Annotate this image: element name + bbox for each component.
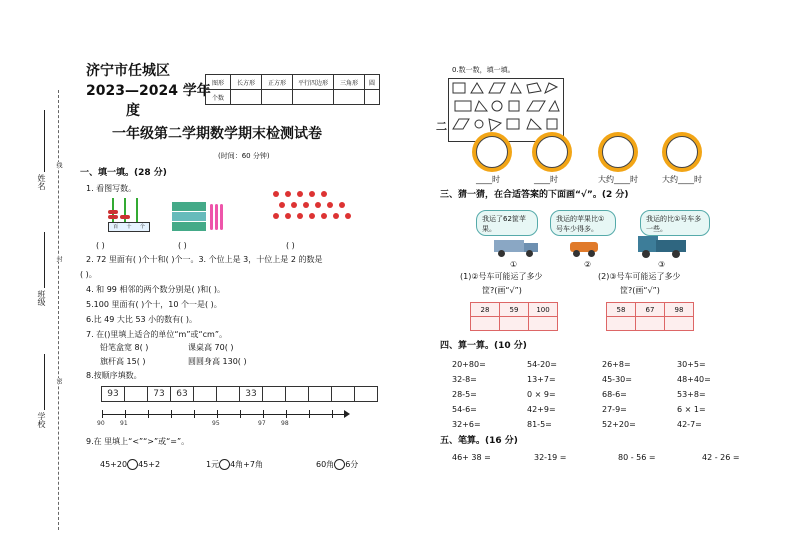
q1-answer-blank[interactable]: ( ) xyxy=(96,241,105,250)
abacus-label: 个 xyxy=(139,224,145,230)
vertical-calc-row xyxy=(452,453,762,462)
q9-left: 1元 xyxy=(206,460,220,469)
q3-1-text-cont: 筐?(画“√”) xyxy=(482,286,522,295)
abacus-label: 百 xyxy=(113,224,119,230)
sequence-box[interactable] xyxy=(285,386,309,402)
q7-item[interactable]: 课桌高 70( ) xyxy=(188,343,234,352)
q7-item[interactable]: 旗杆高 15( ) xyxy=(100,357,146,366)
vertical-calc-item[interactable]: 46+ 38 = xyxy=(452,453,491,462)
class-label: 班级 xyxy=(37,290,46,306)
q8-text: 8.按顺序填数。 xyxy=(86,371,142,380)
q9-item-1 xyxy=(100,459,160,470)
calc-item[interactable]: 42-7= xyxy=(677,420,702,429)
q2-text-cont: ( )。 xyxy=(80,270,97,279)
truck-3-image xyxy=(638,232,688,258)
q1-answer-blank[interactable]: ( ) xyxy=(286,241,295,250)
clock-icon xyxy=(532,132,572,172)
calc-item[interactable]: 27-9= xyxy=(602,405,627,414)
shape-count-table xyxy=(205,74,380,105)
q4-text: 4. 和 99 相邻的两个数分别是( )和( )。 xyxy=(86,285,226,294)
q9-text xyxy=(86,437,189,447)
options-table-2 xyxy=(606,302,694,331)
pushpins-image xyxy=(268,188,358,232)
section3-title: 三、猜一猜，在合适答案的下面画“√”。(2 分) xyxy=(440,190,629,200)
q9-left: 45+20 xyxy=(100,460,128,469)
vertical-calc-item[interactable]: 80 - 56 = xyxy=(618,453,656,462)
vertical-calc-item[interactable]: 32-19 = xyxy=(534,453,567,462)
sequence-box[interactable] xyxy=(193,386,217,402)
calc-item[interactable]: 54-6= xyxy=(452,405,477,414)
clock-answer[interactable]: 大约____时 xyxy=(598,175,638,184)
calc-item[interactable]: 52+20= xyxy=(602,420,636,429)
exam-time: (时间：60 分钟) xyxy=(218,152,270,160)
calc-item[interactable]: 6 × 1= xyxy=(677,405,706,414)
school-label: 学校 xyxy=(37,412,46,428)
calc-item[interactable]: 20+80= xyxy=(452,360,486,369)
option-cell: 98 xyxy=(665,303,694,317)
shape-answer-cell[interactable] xyxy=(334,90,365,105)
compare-circle[interactable] xyxy=(219,459,230,470)
option-cell: 100 xyxy=(529,303,558,317)
calc-item[interactable]: 28-5= xyxy=(452,390,477,399)
sequence-box[interactable] xyxy=(308,386,332,402)
q9-item-3 xyxy=(316,459,358,470)
sequence-box[interactable]: 33 xyxy=(239,386,263,402)
calc-item[interactable]: 26+8= xyxy=(602,360,631,369)
q1-label: 1. 看图写数。 xyxy=(86,184,137,193)
shape-answer-cell[interactable] xyxy=(365,90,380,105)
shape-answer-cell[interactable] xyxy=(262,90,293,105)
calc-item[interactable]: 53+8= xyxy=(677,390,706,399)
clock-icon xyxy=(472,132,512,172)
shape-header: 圆 xyxy=(365,75,380,90)
q7-text: 7. 在()里填上适合的单位“m”或“cm”。 xyxy=(86,330,227,339)
calc-item[interactable]: 68-6= xyxy=(602,390,627,399)
shape-header: 长方形 xyxy=(231,75,262,90)
calc-item[interactable]: 32-8= xyxy=(452,375,477,384)
shape-header: 图形 xyxy=(206,75,231,90)
clock-icon xyxy=(598,132,638,172)
speech-bubble: 我运的苹果比①号车少得多。 xyxy=(550,210,616,236)
title-line-3: 度 xyxy=(126,103,140,119)
binding-mark-1: 线 xyxy=(55,162,62,168)
clock-icon xyxy=(662,132,702,172)
side-char: 二 xyxy=(436,120,447,133)
truck-1-image xyxy=(494,238,540,256)
binding-line xyxy=(58,90,59,530)
q9-left: 60角 xyxy=(316,460,335,469)
calc-item[interactable]: 48+40= xyxy=(677,375,711,384)
check-cell[interactable] xyxy=(529,317,558,331)
truck-number: ② xyxy=(584,260,592,269)
school-line[interactable] xyxy=(44,354,45,410)
compare-circle[interactable] xyxy=(334,459,345,470)
q9-right: 6分 xyxy=(345,460,359,469)
shape-answer-cell[interactable] xyxy=(293,90,334,105)
check-cell[interactable] xyxy=(636,317,665,331)
section1-title: 一、填一填。(28 分) xyxy=(80,168,167,178)
title-line-2: 2023—2024 学年 xyxy=(86,83,211,99)
binding-mark-3: 密 xyxy=(55,378,62,384)
clock-answer[interactable]: 大约____时 xyxy=(662,175,702,184)
option-cell: 67 xyxy=(636,303,665,317)
shape-row-label: 个数 xyxy=(206,90,231,105)
shape-header: 三角形 xyxy=(334,75,365,90)
calc-item[interactable]: 54-20= xyxy=(527,360,557,369)
check-cell[interactable] xyxy=(665,317,694,331)
number-line-ticks xyxy=(97,410,355,427)
q3-2-text: (2)③号车可能运了多少 xyxy=(598,272,681,281)
option-cell: 28 xyxy=(471,303,500,317)
sequence-box[interactable] xyxy=(124,386,148,402)
q0-text: 0.数一数，填一填。 xyxy=(452,66,515,74)
q7-item[interactable]: 铅笔盒宽 8( ) xyxy=(100,343,149,352)
calc-item[interactable]: 0 × 9= xyxy=(527,390,556,399)
shape-answer-cell[interactable] xyxy=(231,90,262,105)
q9-right: 4角+7角 xyxy=(230,460,263,469)
check-cell[interactable] xyxy=(471,317,500,331)
binding-mark-2: 封 xyxy=(55,256,62,262)
sequence-boxes xyxy=(102,386,378,402)
q1-answer-blank[interactable]: ( ) xyxy=(178,241,187,250)
shape-header: 平行四边形 xyxy=(293,75,334,90)
q2-text: 2. 72 里面有( )个十和( )个一。3. 个位上是 3，十位上是 2 的数是 xyxy=(86,255,323,264)
truck-number: ③ xyxy=(658,260,666,269)
clock-answer[interactable]: ____时 xyxy=(476,175,500,184)
option-cell: 59 xyxy=(500,303,529,317)
tick-label: 98 xyxy=(281,420,289,427)
sequence-box[interactable]: 63 xyxy=(170,386,194,402)
speech-bubble: 我运了62筐苹果。 xyxy=(476,210,538,236)
sequence-box[interactable]: 93 xyxy=(101,386,125,402)
abacus-image xyxy=(108,196,152,232)
sequence-box[interactable] xyxy=(331,386,355,402)
q9-item-2 xyxy=(206,459,263,470)
q9-instruction: 9.在 里填上“<”“>”或“=”。 xyxy=(86,437,190,446)
check-cell[interactable] xyxy=(607,317,636,331)
calc-item[interactable]: 13+7= xyxy=(527,375,556,384)
calc-grid xyxy=(452,357,752,432)
books-image xyxy=(172,202,222,232)
check-cell[interactable] xyxy=(500,317,529,331)
tick-label: 97 xyxy=(258,420,266,427)
q5-text: 5.100 里面有( )个十，10 个一是( )。 xyxy=(86,300,222,309)
title-line-1: 济宁市任城区 xyxy=(86,63,170,79)
class-line[interactable] xyxy=(44,232,45,288)
sequence-box[interactable]: 73 xyxy=(147,386,171,402)
q3-2-text-cont: 筐?(画“√”) xyxy=(620,286,660,295)
calc-item[interactable]: 32+6= xyxy=(452,420,481,429)
calc-item[interactable]: 42+9= xyxy=(527,405,556,414)
truck-2-image xyxy=(570,238,600,256)
compare-circle[interactable] xyxy=(127,459,138,470)
tick-label: 91 xyxy=(120,420,128,427)
sequence-box[interactable] xyxy=(216,386,240,402)
abacus-label: 十 xyxy=(126,224,132,230)
q9-right: 45+2 xyxy=(138,460,161,469)
section5-title: 五、笔算。(16 分) xyxy=(440,436,518,446)
vertical-calc-item[interactable]: 42 - 26 = xyxy=(702,453,740,462)
shape-header: 正方形 xyxy=(262,75,293,90)
tick-label: 90 xyxy=(97,420,105,427)
tick-label: 95 xyxy=(212,420,220,427)
sequence-box[interactable] xyxy=(262,386,286,402)
main-title: 一年级第二学期数学期末检测试卷 xyxy=(112,126,322,142)
section4-title: 四、算一算。(10 分) xyxy=(440,341,527,351)
q6-text: 6.比 49 大比 53 小的数有( )。 xyxy=(86,315,197,324)
name-label: 姓名 xyxy=(37,174,46,190)
calc-item[interactable]: 45-30= xyxy=(602,375,632,384)
name-line[interactable] xyxy=(44,110,45,172)
q7-item[interactable]: 圆圆身高 130( ) xyxy=(188,357,247,366)
speech-bubble: 我运的比①号车多一些。 xyxy=(640,210,710,236)
clock-answer[interactable]: ____时 xyxy=(534,175,558,184)
options-table-1 xyxy=(470,302,558,331)
calc-item[interactable]: 81-5= xyxy=(527,420,552,429)
truck-number: ① xyxy=(510,260,518,269)
sequence-box[interactable] xyxy=(354,386,378,402)
option-cell: 58 xyxy=(607,303,636,317)
q3-1-text: (1)②号车可能运了多少 xyxy=(460,272,543,281)
calc-item[interactable]: 30+5= xyxy=(677,360,706,369)
